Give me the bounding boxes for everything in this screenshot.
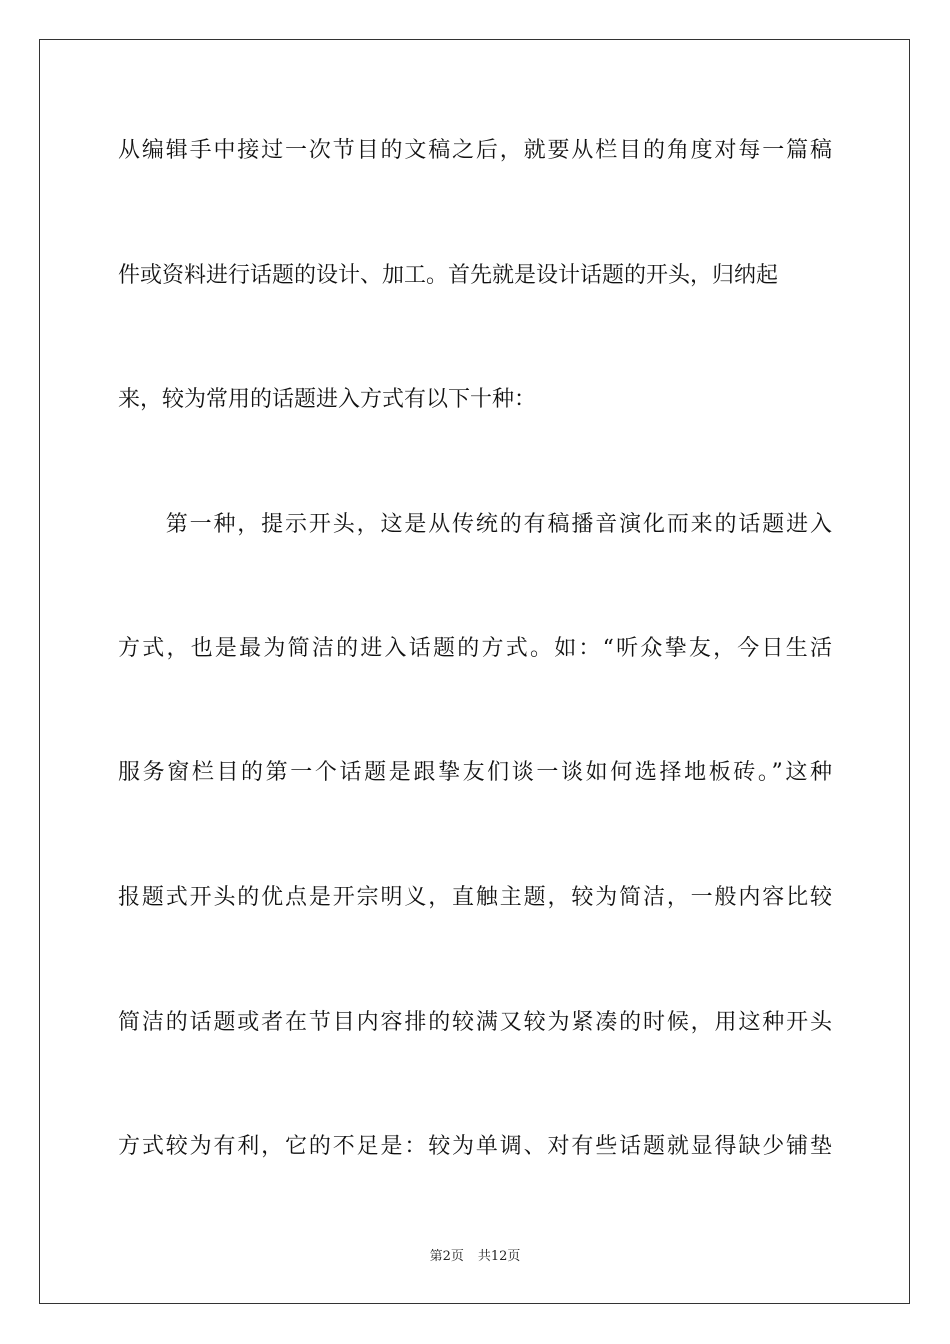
body-text-line: 报题式开头的优点是开宗明义，直触主题，较为简洁，一般内容比较 (118, 885, 832, 910)
page-footer (0, 1248, 950, 1266)
page-border (39, 39, 910, 1304)
page-total: 共12页 (477, 1249, 521, 1264)
body-text-line: 第一种，提示开头，这是从传统的有稿播音演化而来的话题进入 (118, 512, 832, 537)
body-text-line: 简洁的话题或者在节目内容排的较满又较为紧凑的时候，用这种开头 (118, 1010, 832, 1035)
body-text-line: 服务窗栏目的第一个话题是跟挚友们谈一谈如何选择地板砖。”这种 (118, 760, 832, 785)
body-text-line: 从编辑手中接过一次节目的文稿之后，就要从栏目的角度对每一篇稿 (118, 138, 832, 163)
body-text-line: 来，较为常用的话题进入方式有以下十种： (118, 387, 537, 412)
body-text-line: 方式较为有利，它的不足是：较为单调、对有些话题就显得缺少铺垫 (118, 1134, 832, 1159)
body-text-line: 方式，也是最为简洁的进入话题的方式。如：“听众挚友，今日生活 (118, 636, 832, 661)
page-number: 第2页 (429, 1249, 464, 1264)
body-text-line: 件或资料进行话题的设计、加工。首先就是设计话题的开头，归纳起 (118, 263, 779, 288)
